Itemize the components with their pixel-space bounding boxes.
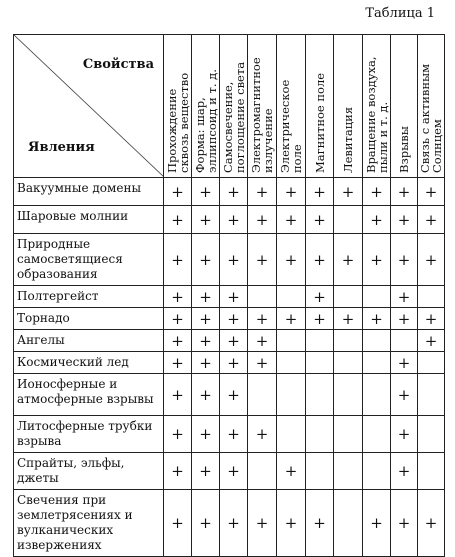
table-row: [14, 206, 445, 234]
table-cell: +: [418, 178, 445, 206]
table-cell: +: [220, 286, 248, 308]
table-cell: [334, 330, 363, 352]
table-cell: +: [391, 453, 418, 490]
row-label: Ионосферные и атмосферные взрывы: [14, 374, 164, 416]
table-cell: [363, 374, 391, 416]
table-cell: [306, 374, 334, 416]
table-cell: +: [306, 234, 334, 286]
table-cell: +: [391, 374, 418, 416]
table-cell: +: [277, 490, 306, 557]
table-cell: +: [220, 374, 248, 416]
table-cell: +: [391, 490, 418, 557]
table-cell: +: [391, 178, 418, 206]
table-cell: +: [220, 416, 248, 453]
table-cell: [418, 286, 445, 308]
table-cell: +: [391, 416, 418, 453]
table-cell: +: [277, 206, 306, 234]
table-cell: +: [164, 206, 192, 234]
column-header: Форма: шар, эллипсоид и т. д.: [192, 35, 220, 178]
table-cell: [277, 352, 306, 374]
table-cell: +: [192, 206, 220, 234]
table-cell: +: [192, 352, 220, 374]
row-label: Природные самосветящиеся образования: [14, 234, 164, 286]
table-cell: +: [192, 490, 220, 557]
table-cell: +: [277, 178, 306, 206]
table-cell: +: [418, 234, 445, 286]
table-cell: +: [248, 352, 277, 374]
table-cell: [363, 453, 391, 490]
table-row: [14, 308, 445, 330]
table-cell: +: [220, 206, 248, 234]
table-cell: +: [192, 330, 220, 352]
table-cell: +: [164, 286, 192, 308]
table-cell: +: [192, 178, 220, 206]
table-cell: +: [248, 206, 277, 234]
table-cell: +: [192, 286, 220, 308]
table-cell: +: [248, 178, 277, 206]
table-cell: [306, 352, 334, 374]
table-caption: Таблица 1: [365, 6, 435, 21]
column-header: Левитация: [334, 35, 363, 178]
properties-heading: Свойства: [82, 57, 154, 72]
table-cell: +: [164, 374, 192, 416]
table-cell: +: [164, 308, 192, 330]
table-cell: [277, 330, 306, 352]
table-cell: +: [277, 308, 306, 330]
table-cell: [363, 416, 391, 453]
column-header: Самосвечение, поглощение света: [220, 35, 248, 178]
table-cell: +: [164, 490, 192, 557]
table-cell: [306, 330, 334, 352]
table-cell: +: [418, 206, 445, 234]
row-label: Полтергейст: [14, 286, 164, 308]
table-cell: [363, 330, 391, 352]
column-header: Взрывы: [391, 35, 418, 178]
table-cell: +: [363, 490, 391, 557]
table-cell: [306, 453, 334, 490]
table-cell: +: [277, 453, 306, 490]
table-row: [14, 178, 445, 206]
row-label: Торнадо: [14, 308, 164, 330]
table-cell: [418, 416, 445, 453]
table-cell: +: [418, 308, 445, 330]
row-label: Шаровые молнии: [14, 206, 164, 234]
row-label: Ангелы: [14, 330, 164, 352]
table-cell: [334, 416, 363, 453]
table-cell: [334, 352, 363, 374]
table-cell: [334, 286, 363, 308]
table-cell: [334, 374, 363, 416]
column-header: Электрическое поле: [277, 35, 306, 178]
table-cell: +: [192, 234, 220, 286]
table-cell: +: [391, 352, 418, 374]
row-label: Спрайты, эльфы, джеты: [14, 453, 164, 490]
table-cell: +: [220, 178, 248, 206]
table-cell: [248, 286, 277, 308]
table-row: [14, 416, 445, 453]
table-cell: +: [391, 286, 418, 308]
table-cell: +: [277, 234, 306, 286]
table-cell: +: [164, 453, 192, 490]
table-cell: +: [220, 352, 248, 374]
table-cell: +: [306, 308, 334, 330]
column-header: Магнитное поле: [306, 35, 334, 178]
table-cell: +: [391, 308, 418, 330]
table-row: [14, 490, 445, 557]
table-body: [14, 178, 445, 557]
table-cell: [418, 374, 445, 416]
table-cell: +: [220, 234, 248, 286]
table-cell: [363, 352, 391, 374]
table-cell: +: [220, 330, 248, 352]
table-cell: [277, 286, 306, 308]
table-cell: +: [418, 330, 445, 352]
table-cell: +: [334, 234, 363, 286]
table-cell: [306, 416, 334, 453]
table-row: [14, 234, 445, 286]
table-cell: +: [306, 286, 334, 308]
table-cell: +: [391, 206, 418, 234]
table-cell: +: [248, 330, 277, 352]
table-row: [14, 453, 445, 490]
properties-table: [13, 34, 445, 557]
table-cell: +: [192, 416, 220, 453]
table-cell: +: [363, 308, 391, 330]
table-cell: +: [248, 416, 277, 453]
table-cell: +: [164, 352, 192, 374]
table-cell: [363, 286, 391, 308]
row-label: Вакуумные домены: [14, 178, 164, 206]
table-cell: +: [164, 234, 192, 286]
table-cell: +: [220, 490, 248, 557]
table-row: [14, 352, 445, 374]
table-cell: +: [248, 490, 277, 557]
phenomena-heading: Явления: [28, 140, 95, 155]
table-cell: +: [192, 453, 220, 490]
header-row: [14, 35, 445, 178]
row-label: Свечения при землетрясениях и вулканических извержениях: [14, 490, 164, 557]
table-cell: +: [334, 178, 363, 206]
table-cell: +: [164, 330, 192, 352]
table-cell: +: [220, 308, 248, 330]
table-cell: [248, 374, 277, 416]
table-row: [14, 330, 445, 352]
table-cell: +: [391, 234, 418, 286]
table-cell: +: [334, 308, 363, 330]
table-cell: +: [418, 490, 445, 557]
table-cell: [418, 453, 445, 490]
corner-cell: [14, 35, 164, 178]
table-cell: +: [192, 308, 220, 330]
table-cell: [418, 352, 445, 374]
table-cell: +: [306, 490, 334, 557]
table-cell: [248, 453, 277, 490]
table-row: [14, 286, 445, 308]
row-label: Литосферные трубки взрыва: [14, 416, 164, 453]
table-cell: +: [164, 178, 192, 206]
table-row: [14, 374, 445, 416]
table-cell: [334, 490, 363, 557]
table-cell: [277, 416, 306, 453]
table-cell: +: [248, 234, 277, 286]
table-cell: [277, 374, 306, 416]
column-header: Связь с активным Солнцем: [418, 35, 445, 178]
column-header: Вращение воздуха, пыли и т. д.: [363, 35, 391, 178]
table-cell: +: [306, 206, 334, 234]
table-cell: +: [363, 234, 391, 286]
table-cell: +: [363, 206, 391, 234]
table-cell: [334, 453, 363, 490]
table-cell: +: [248, 308, 277, 330]
table-cell: +: [164, 416, 192, 453]
table-cell: [391, 330, 418, 352]
table-cell: +: [363, 178, 391, 206]
row-label: Космический лед: [14, 352, 164, 374]
table-cell: +: [306, 178, 334, 206]
table-cell: +: [192, 374, 220, 416]
column-header: Электромагнитное излучение: [248, 35, 277, 178]
table-cell: [334, 206, 363, 234]
table-cell: +: [220, 453, 248, 490]
column-header: Прохождение сквозь вещество: [164, 35, 192, 178]
